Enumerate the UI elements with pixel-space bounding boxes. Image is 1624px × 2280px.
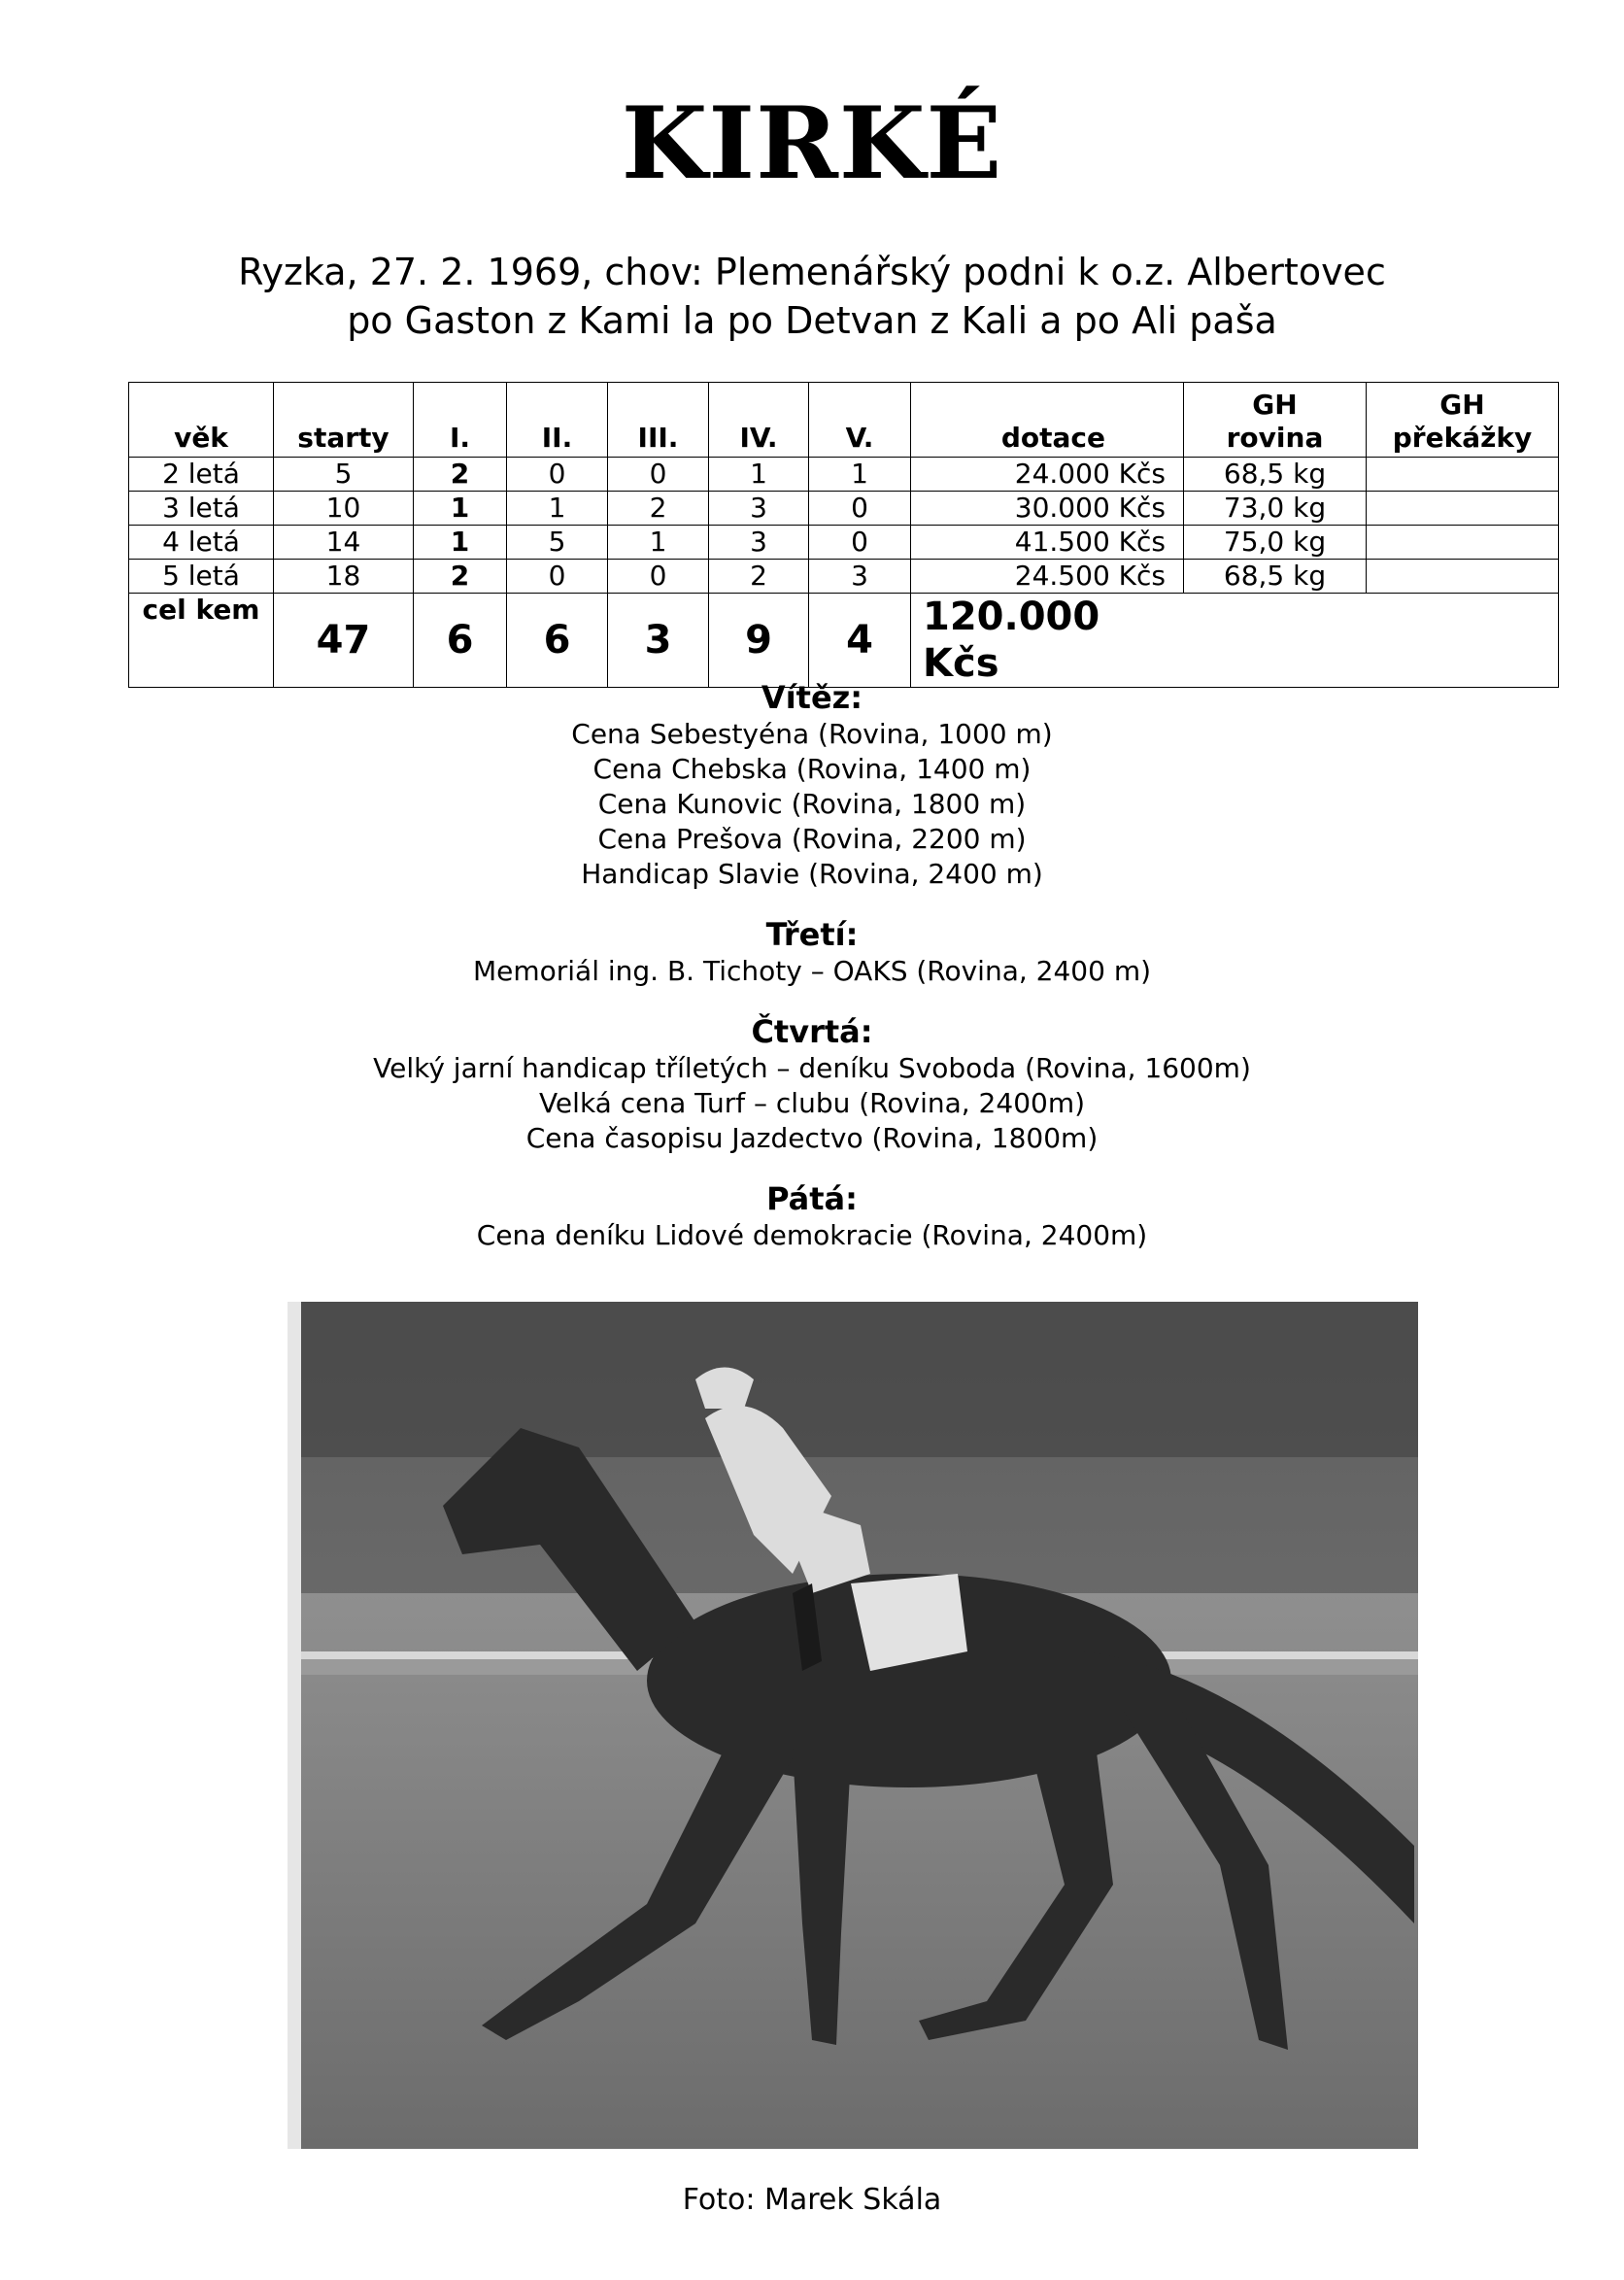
total-gh-flat (1184, 594, 1367, 688)
cell-starts: 10 (274, 492, 414, 526)
table-row (129, 560, 1559, 594)
cell-fifth: 3 (809, 560, 911, 594)
header-second: II. (507, 383, 608, 458)
cell-prize-money: 24.000 Kčs (911, 458, 1184, 492)
header-starts: starty (274, 383, 414, 458)
list-item: Handicap Slavie (Rovina, 2400 m) (581, 858, 1043, 890)
total-fifth: 4 (809, 594, 911, 688)
cell-starts: 5 (274, 458, 414, 492)
header-gh-flat-line2: rovina (1226, 422, 1324, 454)
winner-section (0, 678, 1624, 892)
cell-second: 0 (507, 458, 608, 492)
header-third: III. (608, 383, 709, 458)
list-item: Memoriál ing. B. Tichoty – OAKS (Rovina, 2400 m) (472, 955, 1152, 987)
header-gh-jumps (1367, 383, 1559, 458)
list-item: Cena deníku Lidové demokracie (Rovina, 2400m) (476, 1219, 1148, 1251)
cell-age: 3 letá (129, 492, 274, 526)
total-label: cel kem (129, 594, 274, 688)
cell-second: 5 (507, 526, 608, 560)
header-prize-money: dotace (911, 383, 1184, 458)
cell-age: 4 letá (129, 526, 274, 560)
cell-fourth: 3 (709, 492, 809, 526)
cell-starts: 14 (274, 526, 414, 560)
total-second: 6 (507, 594, 608, 688)
cell-gh-flat: 68,5 kg (1184, 458, 1367, 492)
cell-gh-flat: 73,0 kg (1184, 492, 1367, 526)
cell-third: 2 (608, 492, 709, 526)
header-fourth: IV. (709, 383, 809, 458)
cell-gh-jumps (1367, 458, 1559, 492)
header-age: věk (129, 383, 274, 458)
header-fifth: V. (809, 383, 911, 458)
cell-fourth: 1 (709, 458, 809, 492)
cell-gh-flat: 68,5 kg (1184, 560, 1367, 594)
cell-second: 1 (507, 492, 608, 526)
cell-third: 0 (608, 458, 709, 492)
race-statistics-table (128, 382, 1559, 688)
fifth-place-section (0, 1179, 1624, 1253)
cell-fourth: 3 (709, 526, 809, 560)
cell-fifth: 0 (809, 492, 911, 526)
fifth-place-heading: Pátá: (766, 1180, 858, 1217)
total-first: 6 (414, 594, 507, 688)
cell-third: 0 (608, 560, 709, 594)
total-third: 3 (608, 594, 709, 688)
cell-gh-jumps (1367, 492, 1559, 526)
cell-gh-jumps (1367, 560, 1559, 594)
table-header-row (129, 383, 1559, 458)
header-first: I. (414, 383, 507, 458)
total-starts: 47 (274, 594, 414, 688)
total-gh-jumps (1367, 594, 1559, 688)
list-item: Velká cena Turf – clubu (Rovina, 2400m) (538, 1087, 1086, 1119)
header-gh-jumps-line2: překážky (1392, 422, 1533, 454)
table-row (129, 492, 1559, 526)
horse-pedigree: po Gaston z Kami la po Detvan z Kali a po Ali paša (347, 299, 1277, 342)
fourth-place-heading: Čtvrtá: (751, 1013, 873, 1050)
cell-first: 2 (414, 560, 507, 594)
cell-first: 2 (414, 458, 507, 492)
horse-details: Ryzka, 27. 2. 1969, chov: Plemenářský podni k o.z. Albertovec (238, 251, 1386, 293)
racehorse-photo-illustration (288, 1302, 1418, 2149)
list-item: Cena Sebestyéna (Rovina, 1000 m) (571, 718, 1053, 750)
cell-age: 2 letá (129, 458, 274, 492)
list-item: Cena Prešova (Rovina, 2200 m) (597, 823, 1027, 855)
race-results (0, 678, 1624, 1276)
list-item: Velký jarní handicap tříletých – deníku Svoboda (Rovina, 1600m) (373, 1052, 1251, 1084)
cell-prize-money: 41.500 Kčs (911, 526, 1184, 560)
cell-gh-flat: 75,0 kg (1184, 526, 1367, 560)
header-gh-flat-line1: GH (1252, 389, 1298, 421)
cell-first: 1 (414, 526, 507, 560)
list-item: Cena časopisu Jazdectvo (Rovina, 1800m) (525, 1122, 1099, 1154)
photo-credit: Foto: Marek Skála (682, 2183, 942, 2217)
cell-gh-jumps (1367, 526, 1559, 560)
cell-prize-money: 30.000 Kčs (911, 492, 1184, 526)
winner-heading: Vítěz: (761, 679, 863, 716)
header-gh-jumps-line1: GH (1439, 389, 1485, 421)
page-title: KIRKÉ (621, 85, 1003, 202)
cell-fifth: 1 (809, 458, 911, 492)
cell-fourth: 2 (709, 560, 809, 594)
cell-first: 1 (414, 492, 507, 526)
list-item: Cena Chebska (Rovina, 1400 m) (592, 753, 1032, 785)
cell-fifth: 0 (809, 526, 911, 560)
cell-second: 0 (507, 560, 608, 594)
table-row (129, 458, 1559, 492)
cell-starts: 18 (274, 560, 414, 594)
third-place-heading: Třetí: (765, 916, 859, 953)
table-total-row (129, 594, 1559, 688)
third-place-section (0, 915, 1624, 989)
list-item: Cena Kunovic (Rovina, 1800 m) (597, 788, 1027, 820)
header-gh-flat (1184, 383, 1367, 458)
total-prize-money: 120.000 Kčs (911, 594, 1184, 688)
racehorse-photo (288, 1302, 1418, 2149)
cell-third: 1 (608, 526, 709, 560)
table-row (129, 526, 1559, 560)
cell-age: 5 letá (129, 560, 274, 594)
total-fourth: 9 (709, 594, 809, 688)
cell-prize-money: 24.500 Kčs (911, 560, 1184, 594)
fourth-place-section (0, 1012, 1624, 1156)
